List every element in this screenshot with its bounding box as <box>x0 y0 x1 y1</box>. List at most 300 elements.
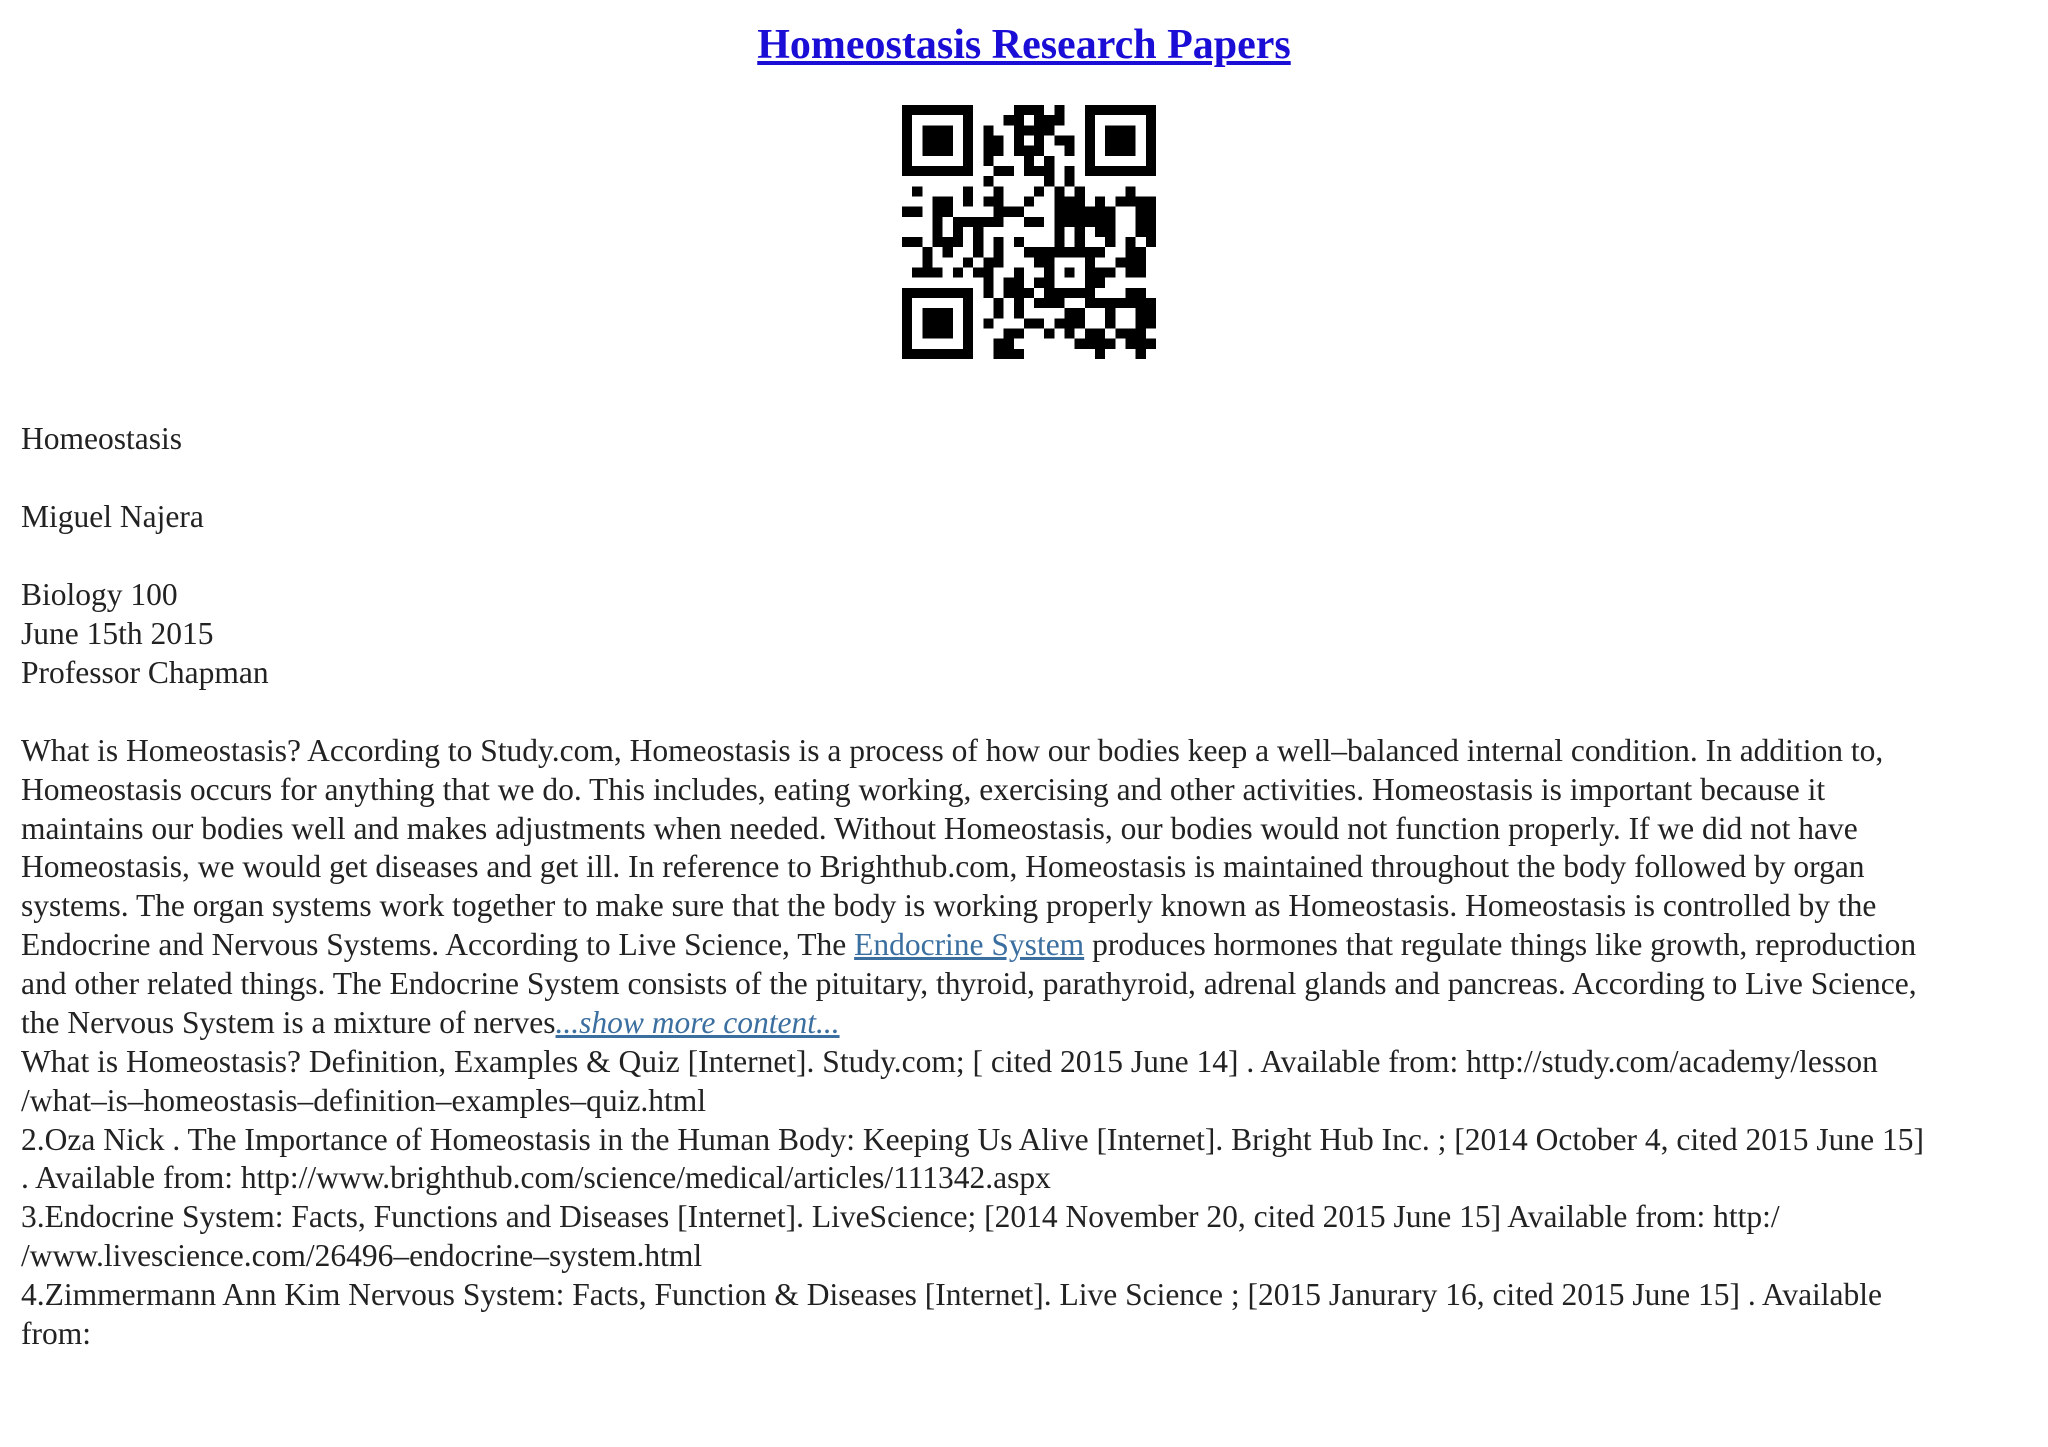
reference-line: 2.Oza Nick . The Importance of Homeostasis in the Human Body: Keeping Us Alive [Internet]. Bright Hub Inc. ; [2014 October 4, cited 2015 June 15] <box>21 1121 1924 1157</box>
qr-module <box>963 135 973 145</box>
endocrine-system-link[interactable]: Endocrine System <box>854 926 1085 962</box>
qr-module <box>963 196 973 206</box>
qr-module <box>1054 237 1064 247</box>
qr-module <box>1085 217 1095 227</box>
qr-module <box>1034 257 1044 267</box>
qr-module <box>1044 115 1054 125</box>
qr-module <box>1126 268 1136 278</box>
qr-module <box>932 318 942 328</box>
qr-module <box>1085 207 1095 217</box>
professor-text: Professor Chapman <box>21 654 269 690</box>
qr-module <box>902 329 912 339</box>
qr-module <box>932 349 942 359</box>
qr-module <box>1065 268 1075 278</box>
qr-module <box>1065 166 1075 176</box>
qr-module <box>1065 146 1075 156</box>
reference-line: . Available from: http://www.brighthub.com/science/medical/articles/111342.aspx <box>21 1160 1051 1196</box>
qr-module <box>1115 257 1125 267</box>
qr-module <box>1034 135 1044 145</box>
qr-module <box>912 349 922 359</box>
body-line-text: the Nervous System is a mixture of nerves <box>21 1004 556 1040</box>
qr-module <box>993 146 1003 156</box>
qr-module <box>1024 105 1034 115</box>
qr-module <box>912 186 922 196</box>
qr-module <box>1146 217 1156 227</box>
qr-module <box>1044 278 1054 288</box>
qr-module <box>973 237 983 247</box>
qr-module <box>1146 125 1156 135</box>
qr-module <box>1004 349 1014 359</box>
qr-module <box>1054 207 1064 217</box>
body-line-text: Endocrine and Nervous Systems. According to Live Science, The <box>21 926 855 962</box>
qr-module <box>1065 207 1075 217</box>
body-line: and other related things. The Endocrine System consists of the pituitary, thyroid, parathyroid, adrenal glands and pancreas. According to Live Science, <box>21 965 1917 1001</box>
qr-module <box>1146 318 1156 328</box>
qr-module <box>1126 257 1136 267</box>
show-more-link[interactable]: ...show more content... <box>555 1004 840 1040</box>
qr-module <box>1105 318 1115 328</box>
qr-module <box>912 105 922 115</box>
qr-module <box>1095 268 1105 278</box>
qr-module <box>922 257 932 267</box>
qr-module <box>1075 196 1085 206</box>
qr-module <box>1126 186 1136 196</box>
qr-module <box>943 135 953 145</box>
qr-module <box>1044 125 1054 135</box>
qr-module <box>1126 247 1136 257</box>
qr-module <box>943 166 953 176</box>
qr-module <box>1095 217 1105 227</box>
qr-module <box>1126 237 1136 247</box>
body-line: systems. The organ systems work together to make sure that the body is working properly known as Homeostasis. Homeostasis is controlled by the <box>21 888 1877 924</box>
qr-module <box>983 318 993 328</box>
qr-module <box>953 288 963 298</box>
qr-module <box>1126 196 1136 206</box>
reference-line: from: <box>21 1315 91 1351</box>
qr-module <box>983 176 993 186</box>
qr-module <box>1136 329 1146 339</box>
qr-module <box>1034 105 1044 115</box>
qr-module <box>1085 156 1095 166</box>
qr-module <box>1054 247 1064 257</box>
qr-module <box>1065 135 1075 145</box>
qr-module <box>1034 217 1044 227</box>
qr-module <box>912 237 922 247</box>
qr-module <box>1146 196 1156 206</box>
qr-module <box>1126 146 1136 156</box>
qr-module <box>922 288 932 298</box>
qr-module <box>1075 308 1085 318</box>
qr-module <box>983 135 993 145</box>
qr-module <box>1044 257 1054 267</box>
qr-module <box>1024 146 1034 156</box>
qr-module <box>973 247 983 257</box>
qr-module <box>963 257 973 267</box>
qr-module <box>953 227 963 237</box>
qr-module <box>1014 125 1024 135</box>
qr-module <box>902 349 912 359</box>
qr-module <box>1085 288 1095 298</box>
qr-module <box>1065 217 1075 227</box>
qr-module <box>1054 105 1064 115</box>
qr-module <box>1146 146 1156 156</box>
qr-module <box>943 329 953 339</box>
qr-module <box>1146 156 1156 166</box>
qr-module <box>1105 298 1115 308</box>
qr-module <box>1024 166 1034 176</box>
qr-module <box>1054 288 1064 298</box>
qr-module <box>983 196 993 206</box>
qr-module <box>1034 247 1044 257</box>
qr-module <box>1085 115 1095 125</box>
qr-module <box>963 217 973 227</box>
qr-module <box>1136 308 1146 318</box>
qr-module <box>1024 196 1034 206</box>
qr-module <box>1126 125 1136 135</box>
qr-module <box>932 237 942 247</box>
qr-module <box>963 146 973 156</box>
qr-module <box>932 268 942 278</box>
header-meta <box>21 576 2031 692</box>
qr-module <box>973 217 983 227</box>
qr-module <box>963 308 973 318</box>
qr-module <box>1146 339 1156 349</box>
qr-module <box>1034 125 1044 135</box>
qr-module <box>1105 125 1115 135</box>
qr-module <box>993 166 1003 176</box>
qr-module <box>993 217 1003 227</box>
qr-module <box>902 237 912 247</box>
qr-module <box>973 268 983 278</box>
qr-module <box>1085 105 1095 115</box>
qr-module <box>932 105 942 115</box>
qr-module <box>1065 196 1075 206</box>
qr-module <box>912 207 922 217</box>
qr-module <box>1136 349 1146 359</box>
qr-module <box>993 186 1003 196</box>
qr-module <box>1014 298 1024 308</box>
qr-module <box>1024 217 1034 227</box>
qr-module <box>1115 146 1125 156</box>
qr-module <box>983 268 993 278</box>
header-topic <box>21 420 2031 459</box>
qr-module <box>1105 207 1115 217</box>
qr-module <box>963 298 973 308</box>
qr-module <box>993 308 1003 318</box>
qr-module <box>932 125 942 135</box>
qr-module <box>943 349 953 359</box>
qr-module <box>1044 268 1054 278</box>
qr-module <box>1105 268 1115 278</box>
qr-module <box>1014 237 1024 247</box>
qr-module <box>1044 329 1054 339</box>
qr-module <box>1075 207 1085 217</box>
qr-module <box>922 125 932 135</box>
qr-module <box>1085 125 1095 135</box>
qr-module <box>1024 247 1034 257</box>
qr-module <box>922 268 932 278</box>
qr-module <box>902 339 912 349</box>
references-list <box>21 1043 2031 1353</box>
author-text: Miguel Najera <box>21 499 204 534</box>
qr-module <box>1115 166 1125 176</box>
qr-module <box>1136 207 1146 217</box>
qr-module <box>1075 217 1085 227</box>
qr-module <box>1136 257 1146 267</box>
qr-module <box>963 288 973 298</box>
qr-module <box>993 257 1003 267</box>
qr-module <box>993 349 1003 359</box>
qr-module <box>1044 247 1054 257</box>
qr-module <box>902 308 912 318</box>
qr-module <box>1014 278 1024 288</box>
qr-module <box>1105 227 1115 237</box>
qr-module <box>963 186 973 196</box>
qr-module <box>902 125 912 135</box>
qr-module <box>902 156 912 166</box>
qr-module <box>963 339 973 349</box>
qr-module <box>1034 166 1044 176</box>
qr-module <box>902 115 912 125</box>
qr-module <box>932 146 942 156</box>
qr-module <box>1014 146 1024 156</box>
qr-module <box>1115 105 1125 115</box>
qr-module <box>1034 146 1044 156</box>
qr-module <box>1095 196 1105 206</box>
qr-module <box>1085 135 1095 145</box>
qr-module <box>1065 329 1075 339</box>
qr-module <box>1115 298 1125 308</box>
qr-module <box>1136 318 1146 328</box>
qr-module <box>983 278 993 288</box>
qr-module <box>1105 166 1115 176</box>
qr-module <box>1034 298 1044 308</box>
body-line-text: produces hormones that regulate things like growth, reproduction <box>1084 926 1917 962</box>
qr-module <box>953 349 963 359</box>
qr-module <box>902 146 912 156</box>
qr-module <box>983 288 993 298</box>
qr-module <box>1075 186 1085 196</box>
qr-module <box>1075 318 1085 328</box>
qr-module <box>1095 227 1105 237</box>
qr-module <box>1146 166 1156 176</box>
qr-module <box>1115 196 1125 206</box>
qr-module <box>1014 135 1024 145</box>
qr-module <box>902 298 912 308</box>
qr-module <box>1024 288 1034 298</box>
qr-module <box>1054 196 1064 206</box>
qr-module <box>1054 318 1064 328</box>
qr-module <box>1024 156 1034 166</box>
qr-module <box>943 318 953 328</box>
qr-module <box>1054 217 1064 227</box>
qr-module <box>963 329 973 339</box>
qr-module <box>943 308 953 318</box>
qr-module <box>963 105 973 115</box>
qr-module <box>1105 237 1115 247</box>
qr-module <box>1004 207 1014 217</box>
qr-module <box>902 207 912 217</box>
qr-module <box>1054 135 1064 145</box>
qr-module <box>1136 268 1146 278</box>
qr-module <box>1044 156 1054 166</box>
qr-module <box>1105 105 1115 115</box>
qr-module <box>1054 298 1064 308</box>
qr-module <box>1085 257 1095 267</box>
qr-module <box>1014 268 1024 278</box>
qr-module <box>1004 329 1014 339</box>
qr-module <box>963 318 973 328</box>
qr-module <box>1095 207 1105 217</box>
qr-module <box>1095 339 1105 349</box>
qr-module <box>1065 308 1075 318</box>
qr-module <box>1136 288 1146 298</box>
qr-module <box>1075 237 1085 247</box>
qr-module <box>1126 105 1136 115</box>
reference-line: /www.livescience.com/26496–endocrine–system.html <box>21 1237 703 1273</box>
qr-module <box>1065 247 1075 257</box>
qr-module <box>1146 207 1156 217</box>
qr-module <box>922 308 932 318</box>
reference-line: 4.Zimmermann Ann Kim Nervous System: Facts, Function & Diseases [Internet]. Live Science ; [2015 Janurary 16, cited 2015 June 15] . Available <box>21 1276 1883 1312</box>
qr-module <box>983 217 993 227</box>
qr-module <box>1044 176 1054 186</box>
qr-module <box>1075 288 1085 298</box>
title-link[interactable]: Homeostasis Research Papers <box>757 22 1291 68</box>
qr-module <box>902 318 912 328</box>
qr-module <box>1065 176 1075 186</box>
qr-module <box>1115 329 1125 339</box>
qr-module <box>902 135 912 145</box>
qr-module <box>902 288 912 298</box>
qr-module <box>1126 135 1136 145</box>
qr-module <box>1014 105 1024 115</box>
qr-module <box>1054 227 1064 237</box>
qr-module <box>1095 105 1105 115</box>
body-line: maintains our bodies well and makes adjustments when needed. Without Homeostasis, our bodies would not function properly. If we did not have <box>21 810 1858 846</box>
qr-module <box>983 146 993 156</box>
qr-module <box>902 105 912 115</box>
qr-module <box>1014 349 1024 359</box>
qr-module <box>1065 288 1075 298</box>
body-paragraph <box>21 732 2031 1042</box>
body-line <box>21 926 2031 965</box>
qr-module <box>932 227 942 237</box>
qr-module <box>1126 288 1136 298</box>
qr-module <box>993 135 1003 145</box>
qr-module <box>1105 217 1115 227</box>
qr-module <box>1146 298 1156 308</box>
qr-module <box>1146 115 1156 125</box>
qr-module <box>943 125 953 135</box>
qr-module <box>1095 298 1105 308</box>
qr-module <box>1136 247 1146 257</box>
qr-module <box>1004 115 1014 125</box>
qr-module <box>1075 227 1085 237</box>
qr-module <box>1014 329 1024 339</box>
qr-module <box>932 217 942 227</box>
qr-module <box>902 166 912 176</box>
qr-module <box>953 105 963 115</box>
qr-module <box>1004 288 1014 298</box>
qr-module <box>1034 115 1044 125</box>
qr-module <box>1075 247 1085 257</box>
qr-module <box>932 135 942 145</box>
qr-module <box>1024 318 1034 328</box>
qr-module <box>1136 196 1146 206</box>
qr-module <box>1034 278 1044 288</box>
qr-module <box>912 268 922 278</box>
qr-module <box>1126 339 1136 349</box>
qr-module <box>1146 105 1156 115</box>
qr-module <box>993 237 1003 247</box>
qr-module <box>943 146 953 156</box>
qr-module <box>1136 166 1146 176</box>
qr-module <box>1085 339 1095 349</box>
qr-module <box>973 227 983 237</box>
qr-module <box>1115 135 1125 145</box>
qr-module <box>1075 339 1085 349</box>
qr-module <box>1146 308 1156 318</box>
qr-module <box>912 288 922 298</box>
qr-module <box>1004 278 1014 288</box>
qr-module <box>1136 339 1146 349</box>
qr-module <box>922 247 932 257</box>
qr-module <box>1054 115 1064 125</box>
body-line: Homeostasis occurs for anything that we do. This includes, eating working, exercising and other activities. Homeostasis is important because it <box>21 771 1826 807</box>
qr-module <box>922 105 932 115</box>
qr-module <box>1004 166 1014 176</box>
qr-module <box>1085 268 1095 278</box>
qr-module <box>932 329 942 339</box>
qr-module <box>1105 339 1115 349</box>
qr-module <box>1044 298 1054 308</box>
course-text: Biology 100 <box>21 577 178 612</box>
qr-module <box>963 125 973 135</box>
qr-module <box>1044 166 1054 176</box>
qr-module <box>922 166 932 176</box>
qr-module <box>993 207 1003 217</box>
qr-module <box>1085 166 1095 176</box>
qr-module <box>922 329 932 339</box>
page-title <box>0 20 2048 70</box>
qr-module <box>1024 125 1034 135</box>
qr-code-icon <box>902 105 1156 359</box>
qr-module <box>963 166 973 176</box>
qr-module <box>1085 278 1095 288</box>
qr-module <box>1126 166 1136 176</box>
qr-module <box>1034 186 1044 196</box>
qr-module <box>1136 227 1146 237</box>
qr-module <box>922 318 932 328</box>
qr-module <box>953 166 963 176</box>
qr-module <box>1085 298 1095 308</box>
qr-module <box>1115 125 1125 135</box>
qr-module <box>993 247 1003 257</box>
body-line: What is Homeostasis? According to Study.com, Homeostasis is a process of how our bodies keep a well–balanced internal condition. In addition to, <box>21 733 1884 768</box>
qr-module <box>932 207 942 217</box>
qr-module <box>922 349 932 359</box>
qr-module <box>922 135 932 145</box>
qr-module <box>1105 146 1115 156</box>
qr-module <box>1014 115 1024 125</box>
reference-line: What is Homeostasis? Definition, Examples & Quiz [Internet]. Study.com; [ cited 2015 June 14] . Available from: http://study.com/academy/lesson <box>21 1044 1878 1079</box>
qr-module <box>1126 329 1136 339</box>
qr-module <box>1095 166 1105 176</box>
qr-module <box>1126 298 1136 308</box>
qr-module <box>1136 105 1146 115</box>
qr-module <box>993 298 1003 308</box>
